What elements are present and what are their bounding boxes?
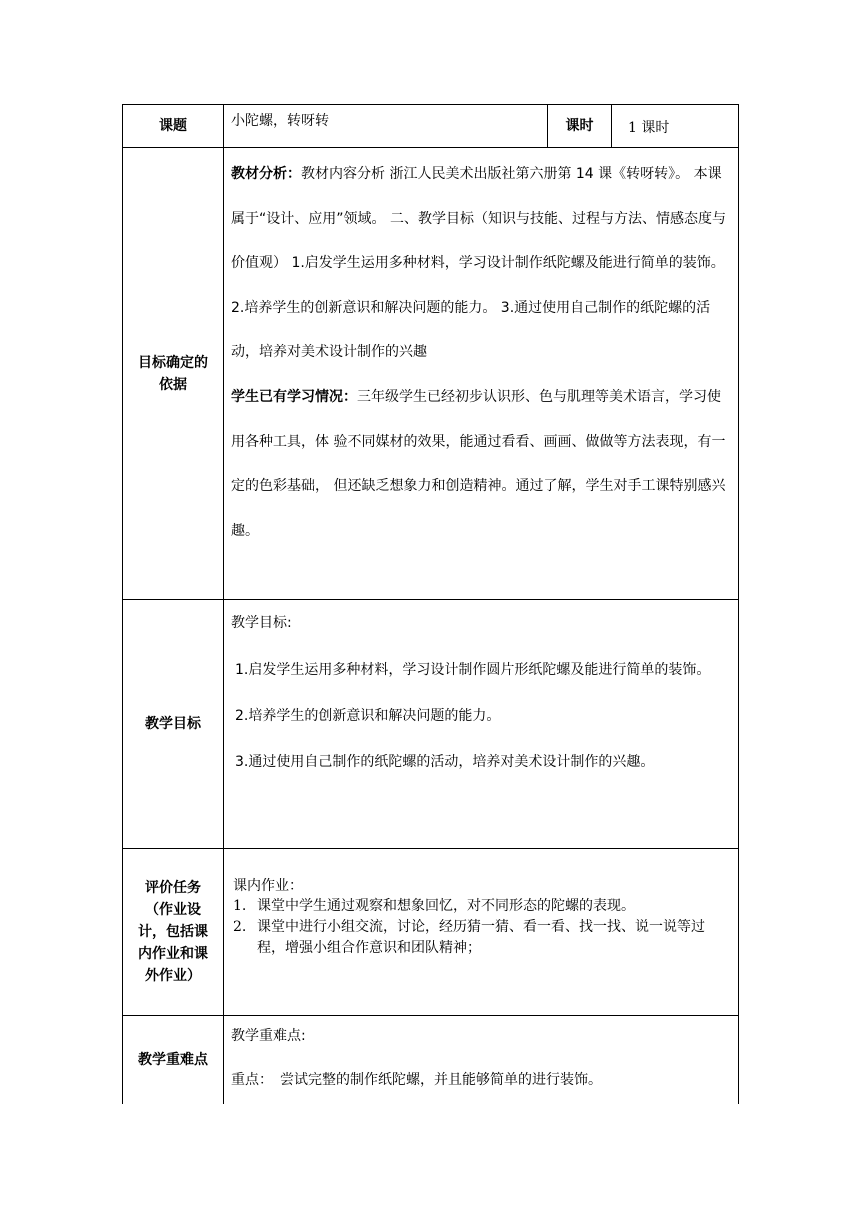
material-analysis-paragraph — [231, 152, 732, 375]
difficulty-row — [123, 1016, 739, 1104]
hours-label: 课时 — [565, 118, 594, 134]
assessment-content-cell — [224, 849, 739, 1016]
assessment-label-line1: 评价任务 — [145, 880, 201, 896]
hours-value-cell — [612, 105, 739, 148]
list-item — [231, 896, 732, 917]
basis-content-cell — [224, 148, 739, 600]
basis-label-line2: 依据 — [159, 376, 187, 393]
homework-heading: 课内作业： — [233, 878, 303, 894]
homework-item-1-text: 课堂中学生通过观察和想象回忆，对不同形态的陀螺的表现。 — [257, 898, 635, 914]
material-analysis-text: 教材内容分析 浙江人民美术出版社第六册第 14 课《转呀转》。 本课属于“设计、应用”领域。 二、教学目标（知识与技能、过程与方法、情感态度与价值观） 1.启发学生运用多种材料，学习设计制作纸陀螺及能进行简单的装饰。 2.培养学生的创新意识和解决问题的能力。 3.通过使用自己制作的纸陀螺的活动，培养对美术设计制作的兴趣 — [231, 166, 726, 361]
student-situation-text: 三年级学生已经初步认识形、色与肌理等美术语言，学习使用各种工具，体 验不同媒材的效果，能通过看看、画画、做做等方法表现，有一定的色彩基础， 但还缺乏想象力和创造精神。通过了解，学生对手工课特别感兴趣。 — [231, 388, 726, 539]
objectives-row — [123, 600, 739, 849]
objective-item-1: 1.启发学生运用多种材料，学习设计制作圆片形纸陀螺及能进行简单的装饰。 — [235, 661, 711, 678]
topic-label-cell — [123, 105, 224, 148]
topic-value: 小陀螺，转呀转 — [231, 113, 329, 129]
difficulty-content-cell — [224, 1016, 739, 1104]
objectives-label: 教学目标 — [145, 716, 201, 732]
topic-row — [123, 105, 739, 148]
key-point-text: 重点： 尝试完整的制作纸陀螺，并且能够简单的进行装饰。 — [231, 1072, 602, 1088]
homework-item-1-number: 1. — [233, 898, 247, 914]
homework-item-2-number: 2. — [233, 919, 247, 935]
list-item — [231, 917, 732, 959]
homework-list — [231, 896, 732, 959]
objective-item-3: 3.通过使用自己制作的纸陀螺的活动，培养对美术设计制作的兴趣。 — [235, 754, 655, 770]
assessment-row — [123, 849, 739, 1016]
difficulty-label: 教学重难点 — [138, 1051, 208, 1068]
objectives-content-cell — [224, 600, 739, 849]
difficulty-label-cell — [123, 1016, 224, 1104]
objective-item-2: 2.培养学生的创新意识和解决问题的能力。 — [235, 708, 501, 724]
homework-item-2-text: 课堂中进行小组交流，讨论，经历猜一猜、看一看、找一找、说一说等过程，增强小组合作意识和团队精神； — [257, 919, 705, 956]
topic-label: 课题 — [159, 118, 187, 134]
assessment-label-line3: 计，包括课 — [138, 924, 208, 940]
basis-row — [123, 148, 739, 600]
topic-value-cell — [224, 105, 548, 148]
assessment-label-line2: （作业设 — [145, 902, 201, 918]
assessment-label-line4: 内作业和课 — [138, 946, 208, 962]
hours-label-cell — [548, 105, 612, 148]
basis-label-line1: 目标确定的 — [138, 354, 208, 371]
material-analysis-heading: 教材分析： — [231, 166, 301, 182]
basis-label-cell — [123, 148, 224, 600]
student-situation-paragraph — [231, 375, 732, 553]
lesson-plan-table — [122, 104, 739, 1104]
assessment-label-cell — [123, 849, 224, 1016]
assessment-label-line5: 外作业） — [145, 968, 201, 984]
objectives-heading: 教学目标: — [231, 615, 292, 631]
hours-value: 1 课时 — [628, 120, 670, 136]
difficulty-heading: 教学重难点: — [231, 1028, 306, 1044]
student-situation-heading: 学生已有学习情况： — [231, 388, 357, 405]
objectives-label-cell — [123, 600, 224, 849]
